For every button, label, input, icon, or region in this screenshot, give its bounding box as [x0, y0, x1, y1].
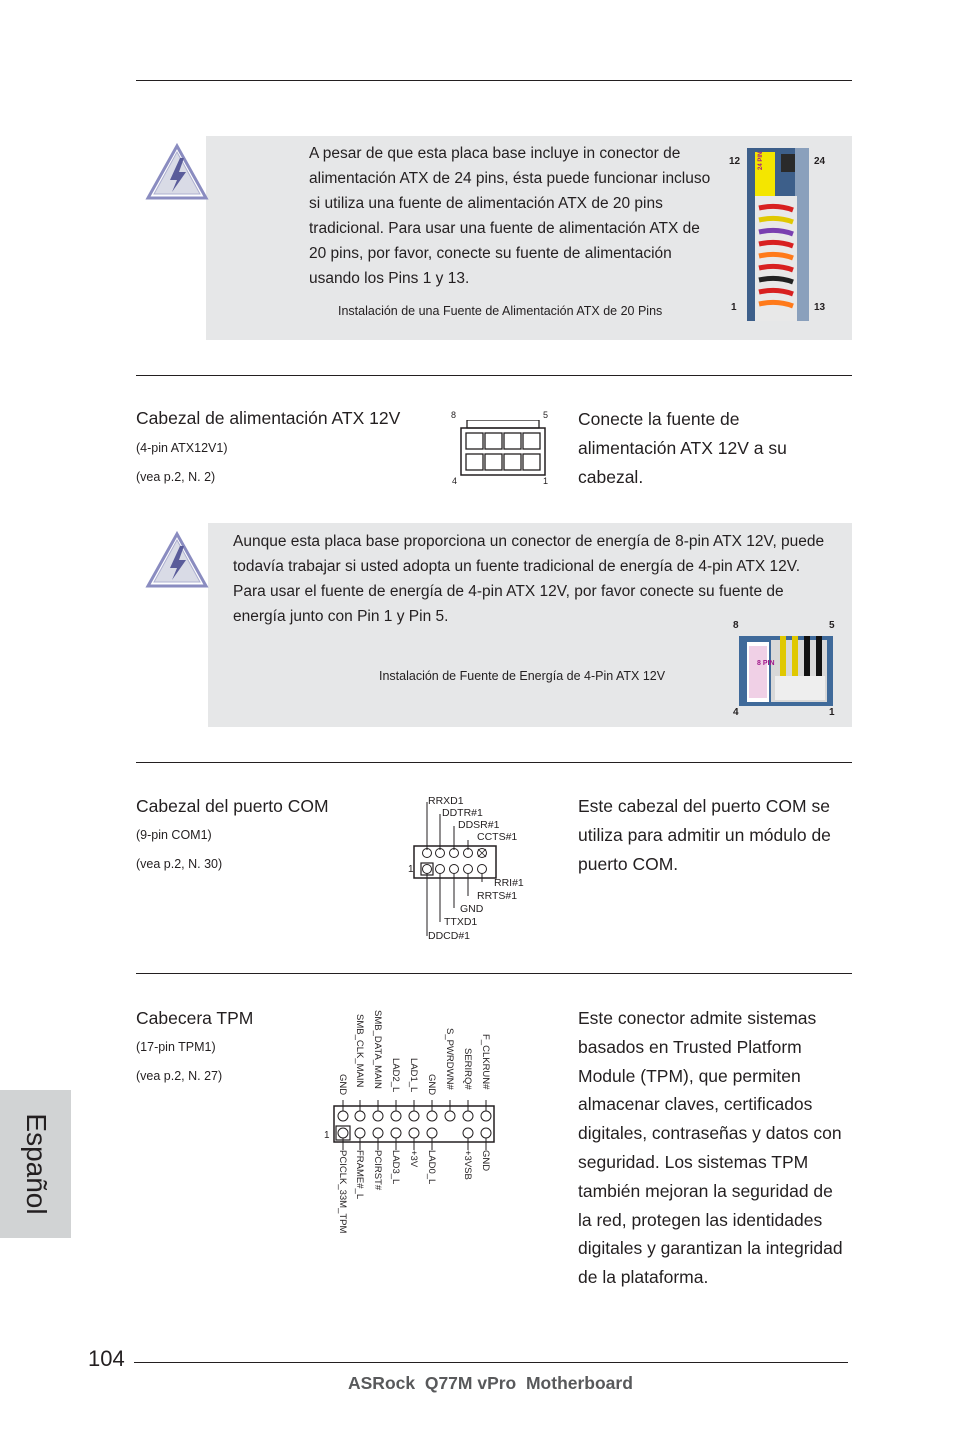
com-signal-ddsr: DDSR#1	[458, 819, 500, 831]
tpm-bottom-signal-6: +3VSB	[462, 1150, 473, 1180]
top-rule	[136, 80, 852, 81]
tpm-bottom-signal-0: PCICLK_33M_TPM	[337, 1150, 348, 1234]
atx12v-pin-4: 4	[452, 476, 458, 486]
atx24-pin-label-24: 24	[814, 156, 826, 167]
com-pin-one-label: 1	[408, 864, 414, 875]
atx12v-subtitle: (4-pin ATX12V1)	[136, 441, 228, 455]
note-24pin-text: A pesar de que esta placa base incluye in conector de alimentación ATX de 24 pins, ésta puede funcionar incluso si utiliza una fuente de alimentación ATX de 20 pins tradicional. Para usar una fuente de alimentación ATX de 20 pins, por favor, conecte su fuente de alimentación usando los Pins 1 y 13.	[309, 145, 711, 287]
atx8pin-photo-label-8: 8	[733, 620, 739, 631]
atx12v-pin-1: 1	[543, 476, 549, 486]
tpm-reference: (vea p.2, N. 27)	[136, 1069, 223, 1083]
atx12v-pin-5: 5	[543, 410, 549, 420]
tpm-top-signal-0: GND	[337, 1074, 348, 1096]
com-signal-ccts: CCTS#1	[477, 831, 518, 843]
language-label: Español	[20, 1113, 52, 1215]
section-rule-1	[136, 375, 852, 376]
tpm-top-signal-7: SERIRQ#	[462, 1048, 473, 1090]
atx8pin-photo-label-1: 1	[829, 707, 835, 718]
atx24-pin-label-12: 12	[729, 156, 741, 167]
tpm-bottom-signal-4: +3V	[408, 1150, 419, 1168]
tpm-header-diagram	[320, 1100, 500, 1150]
com-signal-ttxd1: TTXD1	[444, 916, 478, 928]
note-8pin-text: Aunque esta placa base proporciona un conector de energía de 8-pin ATX 12V, puede todavía trabajar si usted adopta un fuente tradicional de energía de 4-pin ATX 12V. Para usar el fuente de energía de 4-pin ATX 12V, por favor conecte su fuente de energía junto con Pin 1 y Pin 5.	[233, 533, 825, 625]
tpm-top-signal-2: SMB_DATA_MAIN	[372, 1010, 383, 1089]
warning-icon	[144, 142, 210, 202]
tpm-top-signal-1: SMB_CLK_MAIN	[354, 1014, 365, 1088]
caption-24pin: Instalación de una Fuente de Alimentación ATX de 20 Pins	[338, 304, 663, 318]
atx12v-reference: (vea p.2, N. 2)	[136, 470, 216, 484]
tpm-top-signal-8: F_CLKRUN#	[480, 1034, 491, 1090]
language-side-tab	[0, 1090, 71, 1238]
com-signal-ddtr: DDTR#1	[442, 807, 483, 819]
atx24-pin-label-1: 1	[731, 302, 737, 313]
tpm-pin-one-label: 1	[324, 1130, 330, 1141]
tpm-title: Cabecera TPM	[136, 1008, 254, 1028]
tpm-top-signal-4: LAD1_L	[408, 1058, 419, 1093]
section-rule-3	[136, 973, 852, 974]
atx24-pin-label-13: 13	[814, 302, 826, 313]
tpm-bottom-signal-7: GND	[480, 1150, 491, 1172]
com-signal-rrts: RRTS#1	[477, 890, 518, 902]
atx8pin-photo-label-4: 4	[733, 707, 739, 718]
atx8pin-connector-photo	[739, 636, 833, 706]
tpm-description: Este conector admite sistemas basados en Trusted Platform Module (TPM), que permiten almacenar claves, certificados digitales, contraseñas y datos con seguridad. Los sistemas TPM también mejoran la seguridad de la red, protegen las identidades digitales y garantizan la integridad de la plataforma.	[578, 1008, 843, 1288]
com-signal-rrxd1: RRXD1	[428, 795, 464, 807]
atx8pin-photo-label-5: 5	[829, 620, 835, 631]
atx8pin-sticker-label: 8 PIN	[757, 660, 775, 667]
com-signal-rri: RRI#1	[494, 877, 524, 889]
atx12v-connector-diagram	[460, 420, 546, 476]
com-title: Cabezal del puerto COM	[136, 796, 329, 816]
section-rule-2	[136, 762, 852, 763]
com-signal-gnd: GND	[460, 903, 484, 915]
com-reference: (vea p.2, N. 30)	[136, 857, 223, 871]
tpm-subtitle: (17-pin TPM1)	[136, 1040, 216, 1054]
atx12v-description: Conecte la fuente de alimentación ATX 12V a su cabezal.	[578, 409, 787, 487]
atx24-sticker-label: 24 PIN	[758, 151, 764, 170]
tpm-top-signal-5: GND	[426, 1074, 437, 1096]
com-subtitle: (9-pin COM1)	[136, 828, 212, 842]
com-description: Este cabezal del puerto COM se utiliza para admitir un módulo de puerto COM.	[578, 796, 831, 874]
atx24-connector-photo	[747, 148, 809, 321]
footer-product-name: ASRock Q77M vPro Motherboard	[348, 1373, 633, 1393]
warning-icon	[144, 530, 210, 590]
footer-rule	[134, 1362, 848, 1363]
tpm-bottom-signal-2: PCIRST#	[372, 1150, 383, 1191]
tpm-top-signal-3: LAD2_L	[390, 1058, 401, 1093]
tpm-bottom-signal-3: LAD3_L	[390, 1150, 401, 1185]
atx12v-pin-8: 8	[451, 410, 457, 420]
caption-8pin: Instalación de Fuente de Energía de 4-Pin ATX 12V	[379, 669, 666, 683]
tpm-top-signal-6: S_PWRDWN#	[444, 1028, 455, 1090]
com-signal-ddcd: DDCD#1	[428, 930, 471, 942]
tpm-bottom-signal-1: FRAME#_L	[354, 1150, 365, 1200]
tpm-bottom-signal-5: LAD0_L	[426, 1150, 437, 1185]
atx12v-title: Cabezal de alimentación ATX 12V	[136, 408, 401, 428]
page-number: 104	[88, 1346, 125, 1371]
